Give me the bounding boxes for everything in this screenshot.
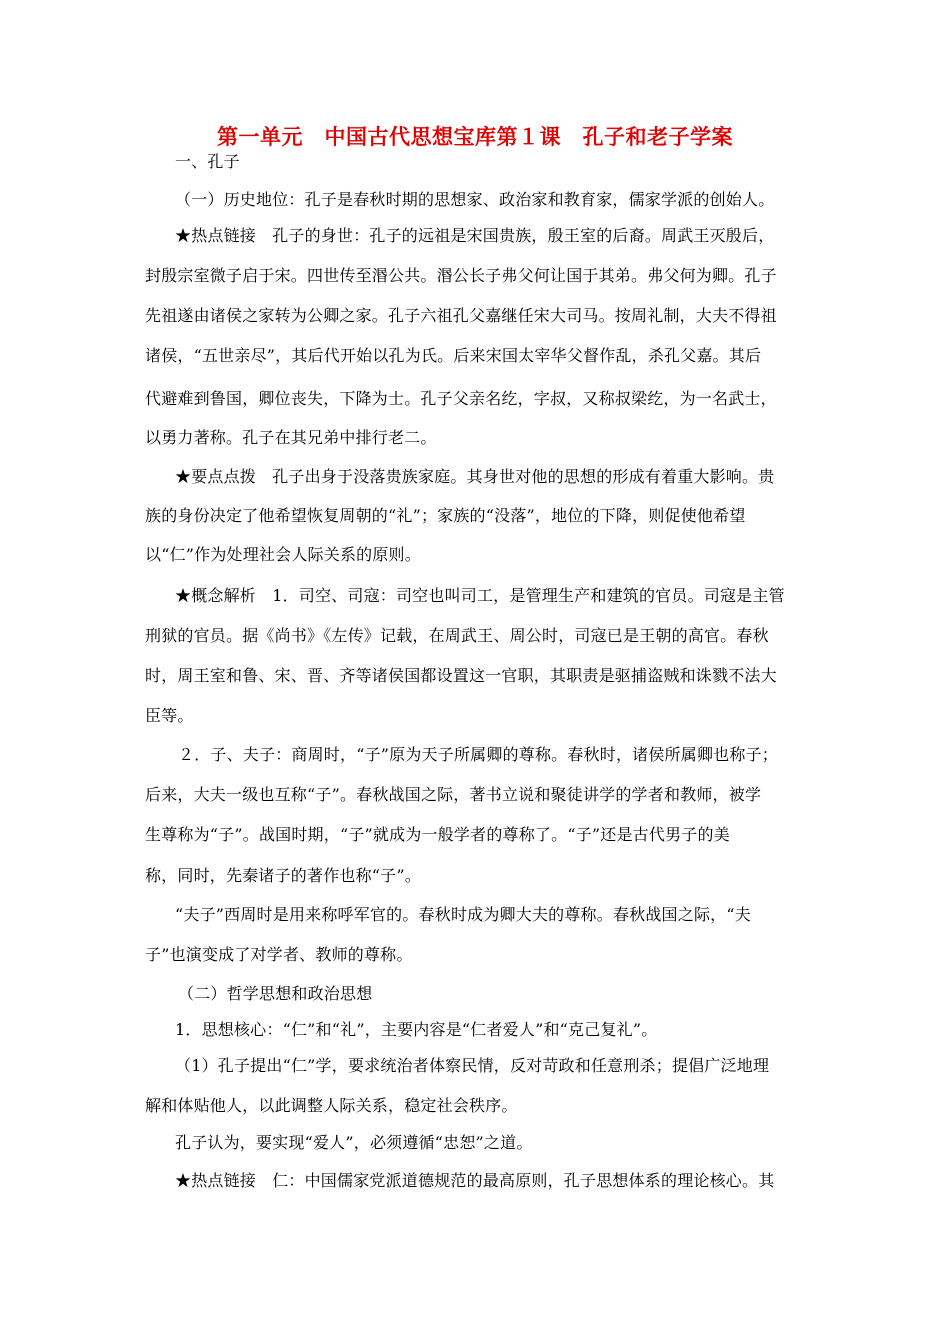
text-line: 以“仁”作为处理社会人际关系的原则。 xyxy=(145,545,421,564)
text-line: 解和体贴他人，以此调整人际关系，稳定社会秩序。 xyxy=(145,1096,518,1115)
document-title: 第一单元 中国古代思想宝库第１课 孔子和老子学案 xyxy=(217,124,733,149)
text-line: ★要点点拨 孔子出身于没落贵族家庭。其身世对他的思想的形成有着重大影响。贵 xyxy=(175,467,775,486)
text-line: 封殷宗室微子启于宋。四世传至湣公共。湣公长子弗父何让国于其弟。弗父何为卿。孔子 xyxy=(145,266,777,285)
text-line: ２．子、夫子：商周时，“子”原为天子所属卿的尊称。春秋时，诸侯所属卿也称子； xyxy=(178,745,778,764)
text-line: （一）历史地位：孔子是春秋时期的思想家、政治家和教育家，儒家学派的创始人。 xyxy=(175,190,775,209)
text-line: ★概念解析 1．司空、司寇：司空也叫司工，是管理生产和建筑的官员。司寇是主管 xyxy=(175,586,785,605)
text-line: ★热点链接 仁：中国儒家党派道德规范的最高原则，孔子思想体系的理论核心。其 xyxy=(175,1171,775,1190)
text-line: 1．思想核心：“仁”和“礼”，主要内容是“仁者爱人”和“克己复礼”。 xyxy=(175,1020,658,1039)
text-line: ★热点链接 孔子的身世：孔子的远祖是宋国贵族，殷王室的后裔。周武王灭殷后， xyxy=(175,226,775,245)
text-line: 子”也演变成了对学者、教师的尊称。 xyxy=(145,945,413,964)
text-line: 生尊称为“子”。战国时期，“子”就成为一般学者的尊称了。“子”还是古代男子的美 xyxy=(145,825,730,844)
text-line: 族的身份决定了他希望恢复周朝的“礼”；家族的“没落”，地位的下降，则促使他希望 xyxy=(145,506,746,525)
text-line: 一、孔子 xyxy=(175,152,240,171)
text-line: 代避难到鲁国，卿位丧失，下降为士。孔子父亲名纥，字叔，又称叔梁纥，为一名武士， xyxy=(145,389,777,408)
text-line: 孔子认为，要实现“爱人”，必须遵循“忠恕”之道。 xyxy=(175,1133,533,1152)
text-line: 称，同时，先秦诸子的著作也称“子”。 xyxy=(145,866,421,885)
text-line: 先祖遂由诸侯之家转为公卿之家。孔子六祖孔父嘉继任宋大司马。按周礼制，大夫不得祖 xyxy=(145,306,777,325)
text-line: 臣等。 xyxy=(145,706,194,725)
text-line: （二）哲学思想和政治思想 xyxy=(178,984,373,1003)
text-line: 诸侯，“五世亲尽”，其后代开始以孔为氏。后来宋国太宰华父督作乱，杀孔父嘉。其后 xyxy=(145,346,762,365)
text-line: 后来，大夫一级也互称“子”。春秋战国之际，著书立说和聚徒讲学的学者和教师，被学 xyxy=(145,785,762,804)
text-line: 刑狱的官员。据《尚书》《左传》记载，在周武王、周公时，司寇已是王朝的高官。春秋 xyxy=(145,626,769,645)
text-line: 以勇力著称。孔子在其兄弟中排行老二。 xyxy=(145,428,437,447)
text-line: （1）孔子提出“仁”学，要求统治者体察民情，反对苛政和任意刑杀；提倡广泛地理 xyxy=(175,1056,770,1075)
text-line: “夫子”西周时是用来称呼军官的。春秋时成为卿大夫的尊称。春秋战国之际，“夫 xyxy=(175,905,751,924)
text-line: 时，周王室和鲁、宋、晋、齐等诸侯国都设置这一官职，其职责是驱捕盗贼和诛戮不法大 xyxy=(145,666,777,685)
